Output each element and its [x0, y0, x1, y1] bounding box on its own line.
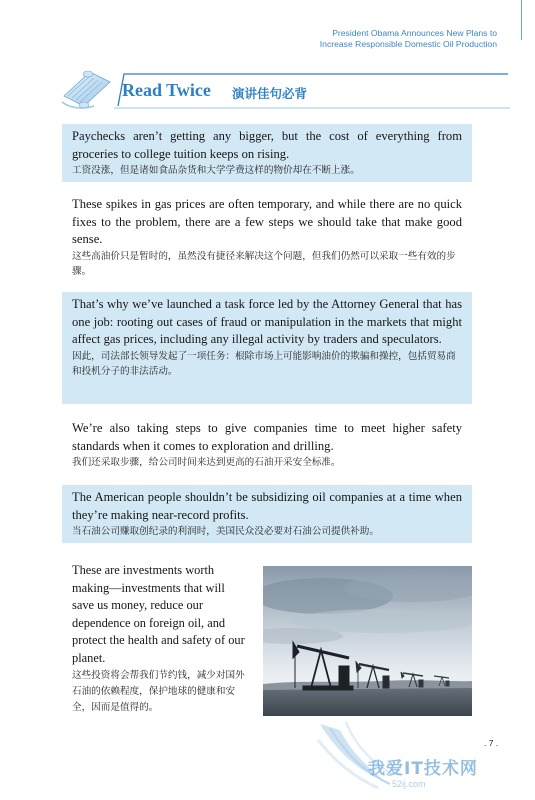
running-header	[237, 28, 497, 50]
header-rule	[521, 0, 522, 40]
running-title-line-2: Increase Responsible Domestic Oil Production	[319, 39, 497, 49]
oil-pumpjack-photo	[263, 566, 472, 716]
section-title-en: Read Twice	[122, 80, 211, 100]
quote-english: That’s why we’ve launched a task force led by the Attorney General that has one job: rooting out cases of fraud or manipulation in the markets that might affect gas prices, including any illegal activity by traders and speculators.	[72, 297, 462, 346]
quote-block-4	[62, 416, 472, 474]
quote-english: We’re also taking steps to give companies time to meet higher safety standards when it comes to exploration and drilling.	[72, 421, 462, 453]
quote-block-6	[62, 556, 258, 722]
quote-english: The American people shouldn’t be subsidizing oil companies at a time when they’re making near-record profits.	[72, 490, 462, 522]
watermark-url: 52ij.com	[392, 779, 426, 789]
quote-block-1	[62, 124, 472, 182]
quote-chinese: 当石油公司赚取创纪录的利润时，美国民众没必要对石油公司提供补助。	[72, 526, 379, 537]
quote-chinese: 我们还采取步骤，给公司时间来达到更高的石油开采安全标准。	[72, 457, 341, 468]
section-title-zh: 演讲佳句必背	[232, 86, 308, 101]
quote-chinese: 工资没涨，但是诸如食品杂货和大学学费这样的物价却在不断上涨。	[72, 165, 360, 176]
quote-block-3	[62, 292, 472, 404]
running-title-line-1: President Obama Announces New Plans to	[332, 28, 497, 38]
quote-english: These spikes in gas prices are often temporary, and while there are no quick fixes to the problem, there are a few steps we should take that make good sense.	[72, 197, 462, 246]
quote-block-2	[62, 192, 472, 280]
page-number: . 7 .	[484, 738, 499, 748]
quote-block-5	[62, 485, 472, 543]
quote-chinese: 因此，司法部长领导发起了一项任务：根除市场上可能影响油价的欺骗和操控，包括贸易商和投机分子的非法活动。	[72, 350, 456, 377]
quote-english: Paychecks aren’t getting any bigger, but the cost of everything from groceries to college tuition keeps on rising.	[72, 129, 462, 161]
watermark-logo-text: 我爱IT技术网	[368, 759, 478, 779]
section-banner	[60, 66, 500, 110]
quote-english: These are investments worth making—investments that will save us money, reduce our dependence on foreign oil, and protect the health and safety of our planet.	[72, 563, 245, 665]
quote-chinese: 这些投资将会帮我们节约钱，减少对国外石油的依赖程度，保护地球的健康和安全，因而是值得的。	[72, 669, 245, 713]
quote-chinese: 这些高油价只是暂时的，虽然没有捷径来解决这个问题，但我们仍然可以采取一些有效的步骤。	[72, 250, 456, 277]
